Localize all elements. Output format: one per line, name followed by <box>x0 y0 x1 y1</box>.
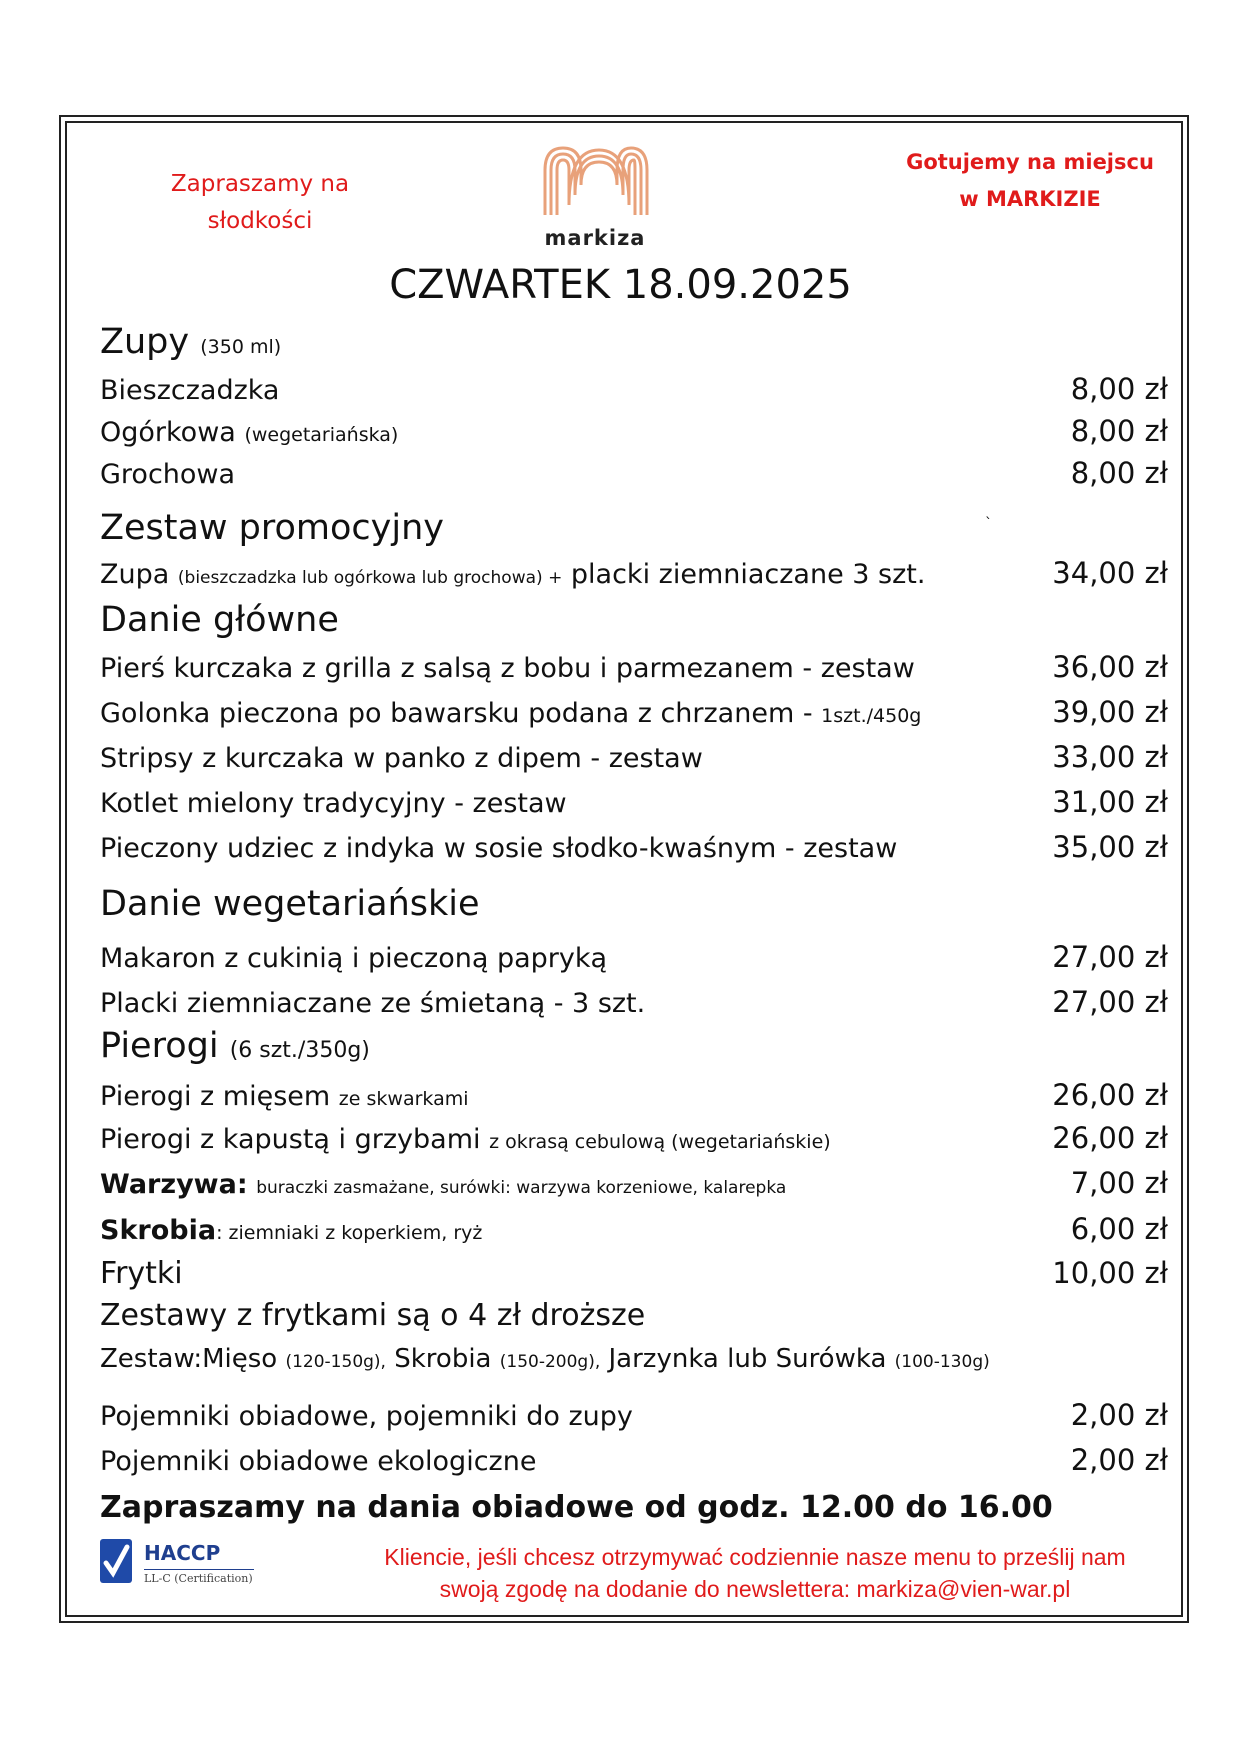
vegetables-note: buraczki zasmażane, surówki: warzywa korzeniowe, kalarepka <box>256 1178 787 1198</box>
vegetarian-name: Placki ziemniaczane ze śmietaną - 3 szt. <box>100 988 646 1019</box>
main-dish-price: 31,00 zł <box>1052 785 1168 819</box>
promo-set-note: (bieszczadzka lub ogórkowa lub grochowa) + <box>177 568 563 588</box>
day-title: CZWARTEK 18.09.2025 <box>389 262 852 308</box>
vegetarian-price: 27,00 zł <box>1052 940 1168 974</box>
markiza-logo <box>535 140 655 250</box>
main-dish-price: 36,00 zł <box>1052 650 1168 684</box>
main-dish-row <box>100 650 1168 684</box>
opening-hours: Zapraszamy na dania obiadowe od godz. 12.00 do 16.00 <box>100 1490 1053 1525</box>
section-soups-title: Zupy <box>100 322 190 362</box>
main-dish-price: 39,00 zł <box>1052 695 1168 729</box>
vegetarian-row <box>100 940 1168 974</box>
pierogi-price: 26,00 zł <box>1052 1121 1168 1155</box>
section-pierogi-note: (6 szt./350g) <box>229 1038 370 1063</box>
soup-price: 8,00 zł <box>1070 456 1168 490</box>
main-dish-row <box>100 740 1168 774</box>
section-promo-set: Zestaw promocyjny <box>100 508 445 548</box>
soup-name: Grochowa <box>100 459 236 490</box>
soup-price: 8,00 zł <box>1070 414 1168 448</box>
checkmark-icon <box>100 1539 132 1583</box>
main-dish-row <box>100 785 1168 819</box>
promo-set-name-end: placki ziemniaczane 3 szt. <box>570 559 926 590</box>
vegetables-name <box>100 1169 786 1200</box>
cooking-promo <box>880 144 1180 218</box>
vegetables-price: 7,00 zł <box>1070 1166 1168 1200</box>
soup-note: (wegetariańska) <box>244 424 399 446</box>
newsletter-note <box>330 1541 1180 1605</box>
vegetables-row <box>100 1166 1168 1200</box>
vegetarian-row <box>100 985 1168 1019</box>
pierogi-name-text: Pierogi z mięsem <box>100 1081 331 1112</box>
pierogi-row <box>100 1078 1168 1112</box>
section-soups-note: (350 ml) <box>200 336 282 358</box>
pierogi-note: ze skwarkami <box>338 1088 469 1110</box>
soup-price: 8,00 zł <box>1070 372 1168 406</box>
main-dish-name: Stripsy z kurczaka w panko z dipem - zestaw <box>100 743 703 774</box>
promo-set-name <box>100 559 925 590</box>
set-starch-label: Skrobia <box>394 1344 492 1374</box>
markiza-logo-icon <box>535 140 655 220</box>
haccp-title: HACCP <box>144 1541 221 1565</box>
main-dish-name: Pierś kurczaka z grilla z salsą z bobu i parmezanem - zestaw <box>100 653 915 684</box>
set-veg-label: Jarzynka lub Surówka <box>608 1344 887 1374</box>
stray-mark: ` <box>985 516 992 532</box>
checkmark-icon-svg <box>100 1539 132 1583</box>
vegetarian-name: Makaron z cukinią i pieczoną papryką <box>100 943 608 974</box>
promo-set-row <box>100 556 1168 590</box>
container-row <box>100 1398 1168 1432</box>
fries-price: 10,00 zł <box>1052 1256 1168 1290</box>
main-dish-name: Pieczony udziec z indyka w sosie słodko-kwaśnym - zestaw <box>100 833 898 864</box>
main-dish-note: 1szt./450g <box>821 705 922 727</box>
main-dish-row <box>100 830 1168 864</box>
vegetarian-price: 27,00 zł <box>1052 985 1168 1019</box>
vegetables-label: Warzywa: <box>100 1169 248 1200</box>
promo-set-name-start: Zupa <box>100 559 170 590</box>
haccp-badge <box>100 1539 260 1591</box>
main-dish-row <box>100 695 1168 729</box>
starch-note: : ziemniaki z koperkiem, ryż <box>216 1222 483 1244</box>
container-price: 2,00 zł <box>1070 1443 1168 1477</box>
cooking-promo-line2: w MARKIZIE <box>959 187 1101 211</box>
newsletter-line2[interactable]: swoją zgodę na dodanie do newslettera: markiza@vien-war.pl <box>439 1576 1071 1602</box>
pierogi-name <box>100 1124 831 1155</box>
section-vegetarian: Danie wegetariańskie <box>100 884 480 924</box>
main-dish-name: Kotlet mielony tradycyjny - zestaw <box>100 788 567 819</box>
set-veg-note: (100-130g) <box>894 1352 990 1372</box>
main-dish-price: 35,00 zł <box>1052 830 1168 864</box>
section-soups <box>100 322 281 362</box>
main-dish-price: 33,00 zł <box>1052 740 1168 774</box>
soup-row <box>100 414 1168 448</box>
container-row <box>100 1443 1168 1477</box>
soup-row <box>100 456 1168 490</box>
sweets-promo-line2: słodkości <box>207 208 313 234</box>
soup-name: Bieszczadzka <box>100 375 280 406</box>
section-pierogi <box>100 1026 370 1066</box>
sweets-promo-line1: Zapraszamy na <box>170 171 350 197</box>
promo-set-price: 34,00 zł <box>1052 556 1168 590</box>
container-name: Pojemniki obiadowe ekologiczne <box>100 1446 537 1477</box>
soup-name-text: Ogórkowa <box>100 417 236 448</box>
fries-surcharge-note: Zestawy z frytkami są o 4 zł droższe <box>100 1298 646 1333</box>
fries-name: Frytki <box>100 1256 183 1291</box>
pierogi-price: 26,00 zł <box>1052 1078 1168 1112</box>
set-composition <box>100 1344 990 1374</box>
main-dish-name <box>100 698 921 729</box>
section-main-dishes: Danie główne <box>100 600 339 640</box>
pierogi-row <box>100 1121 1168 1155</box>
set-starch-note: (150-200g), <box>499 1352 601 1372</box>
starch-label: Skrobia <box>100 1215 217 1246</box>
container-price: 2,00 zł <box>1070 1398 1168 1432</box>
soup-row <box>100 372 1168 406</box>
newsletter-line1: Kliencie, jeśli chcesz otrzymywać codziennie nasze menu to prześlij nam <box>384 1544 1126 1570</box>
container-name: Pojemniki obiadowe, pojemniki do zupy <box>100 1401 633 1432</box>
set-meat-note: (120-150g), <box>285 1352 386 1372</box>
starch-row <box>100 1212 1168 1246</box>
set-label: Zestaw:Mięso <box>100 1344 278 1374</box>
sweets-promo <box>150 166 370 240</box>
main-dish-name-text: Golonka pieczona po bawarsku podana z chrzanem - <box>100 698 813 729</box>
soup-name <box>100 417 398 448</box>
section-pierogi-title: Pierogi <box>100 1026 219 1066</box>
pierogi-note: z okrasą cebulową (wegetariańskie) <box>489 1131 831 1153</box>
pierogi-name-text: Pierogi z kapustą i grzybami <box>100 1124 481 1155</box>
logo-text: markiza <box>544 226 646 250</box>
haccp-subtitle: LL-C (Certification) <box>144 1569 254 1585</box>
cooking-promo-line1: Gotujemy na miejscu <box>906 150 1154 174</box>
pierogi-name <box>100 1081 469 1112</box>
fries-row <box>100 1256 1168 1291</box>
starch-name <box>100 1215 482 1246</box>
starch-price: 6,00 zł <box>1070 1212 1168 1246</box>
